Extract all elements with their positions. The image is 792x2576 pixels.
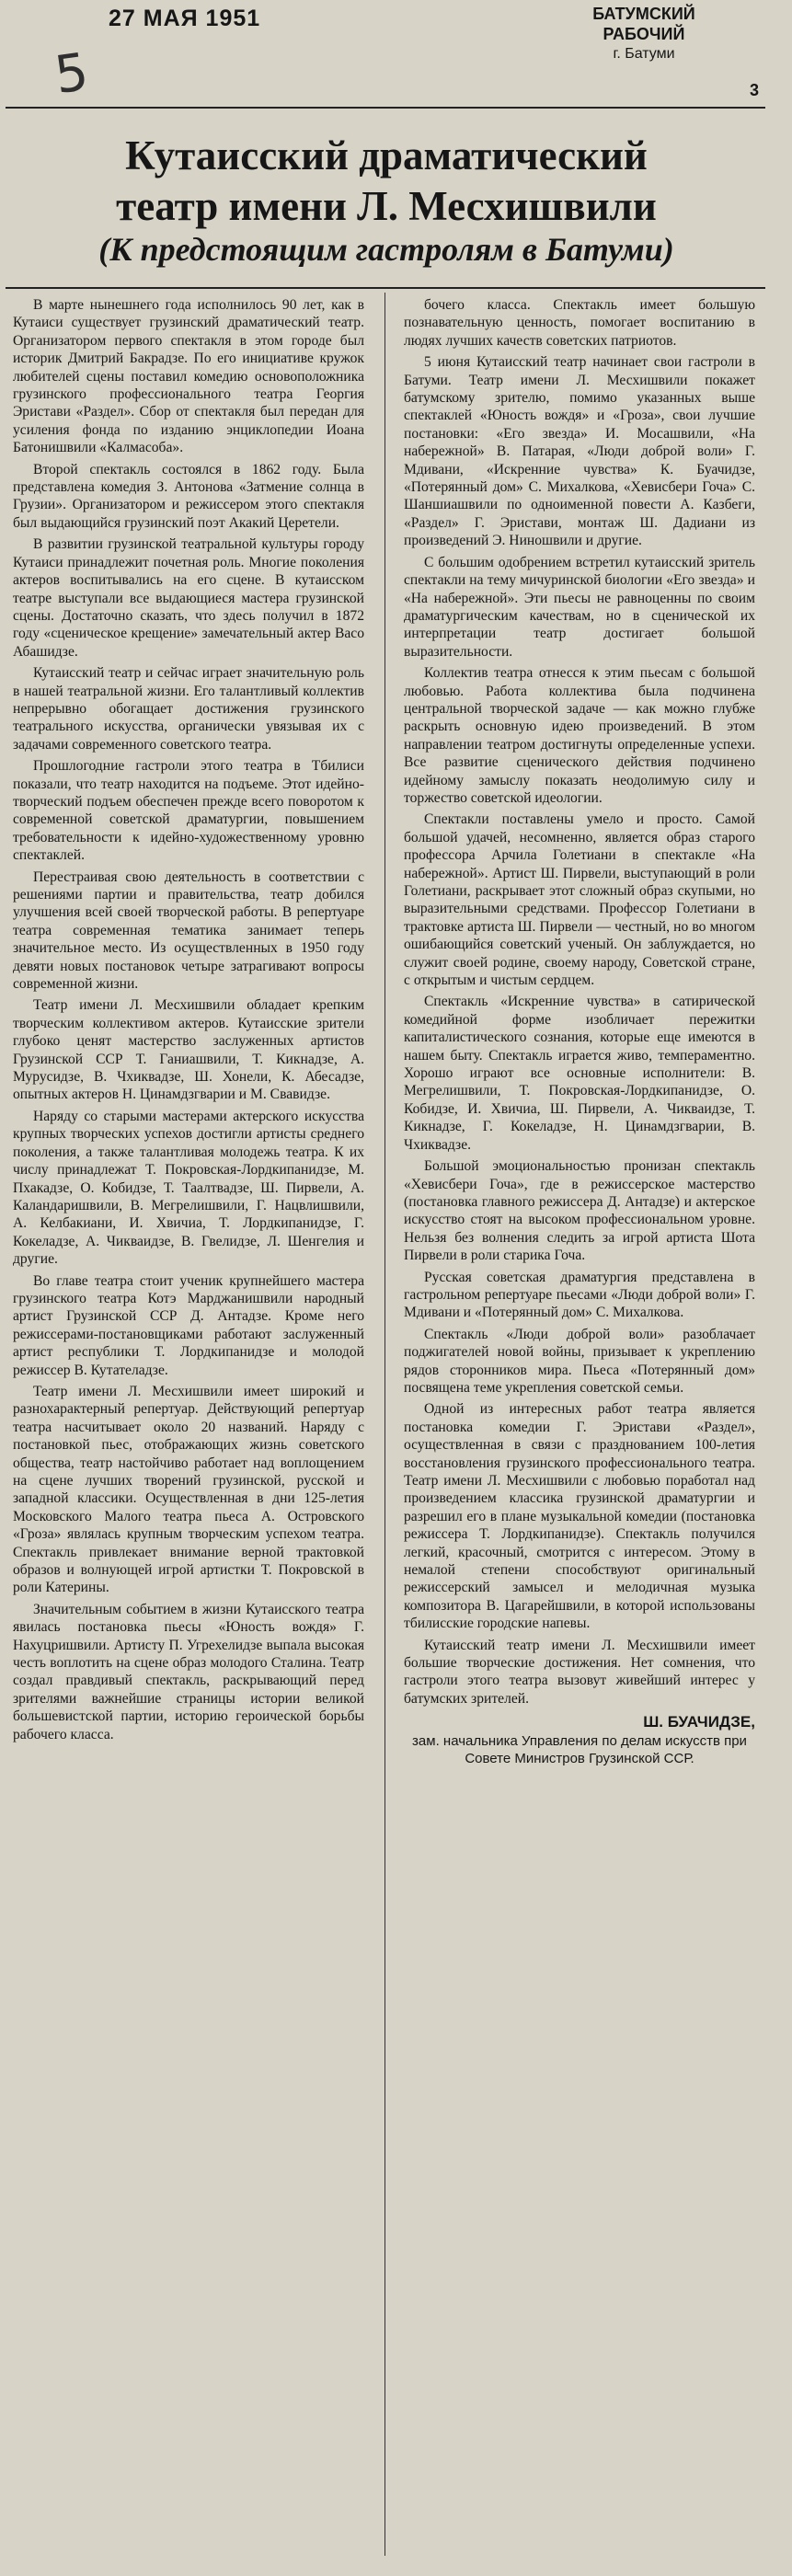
article-paragraph: Во главе театра стоит ученик крупнейшего мастера грузинского театра Котэ Марджанишвили народный артист Грузинской ССР Д. Антадзе. Кроме него режиссерами-постановщиками работают заслуженный артист республики Т. Лордкипанидзе и молодой режиссер В. Кутателадзе. [13, 1272, 364, 1378]
article-paragraph: Большой эмоциональностью пронизан спектакль «Хевисбери Гоча», где в режиссерское мастерство (постановка главного режиссера Д. Антадзе) и актерское искусство стоят на высоком профессиональном уровне. Нельзя без волнения следить за игрой артиста Шота Пирвели в роли старика Гоча. [404, 1158, 755, 1264]
article-left-column [13, 296, 364, 1747]
newspaper-name-stamp [552, 4, 736, 64]
article-paragraph: В развитии грузинской театральной культуры городу Кутаиси принадлежит почетная роль. Многие поколения актеров воспитывались на его сцене. В кутаисском театре выступали все выдающиеся мастера грузинской сцены. Достаточно сказать, что здесь получил в 1872 году «сценическое крещение» замечательный актер Васо Абашидзе. [13, 536, 364, 660]
article-paragraph: Одной из интересных работ театра является постановка комедии Г. Эристави «Раздел», осуществленная в связи с празднованием 100-летия восстановления грузинского профессионального театра. Театр имени Л. Месхишвили с любовью поработал над произведением классика грузинской драматургии и разрешил его в плане музыкальной комедии (постановка режиссера Т. Лордкипанидзе). Спектакль получился легкий, красочный, смотрится с интересом. Этому в немалой степени способствуют оригинальный режиссерский замысел и мелодичная музыка композитора В. Цагарейшвили, в которой использованы тбилисские городские напевы. [404, 1401, 755, 1632]
author-title: зам. начальника Управления по делам искусств при Совете Министров Грузинской ССР. [412, 1733, 747, 1767]
article-paragraph: 5 июня Кутаисский театр начинает свои гастроли в Батуми. Театр имени Л. Месхишвили покажет батумскому зрителю, помимо указанных выше спектаклей «Юность вождя» и «Гроза», свои лучшие постановки: «Его звезда» И. Мосашвили, «На набережной» В. Патарая, «Люди доброй воли» Г. Мдивани, «Искренние чувства» К. Буачидзе, «Потерянный дом» С. Михалкова, «Хевисбери Гоча» С. Шаншиашвили по одноименной повести А. Казбеги, «Раздел» Г. Эристави, монтаж Ш. Дадиани из произведений Э. Ниношвили и другие. [404, 354, 755, 549]
handwritten-mark: 5 [51, 41, 92, 107]
article-title [9, 131, 763, 232]
page-number: 3 [750, 81, 760, 99]
author-name: Ш. БУАЧИДЗЕ, [643, 1713, 755, 1731]
newspaper-name: БАТУМСКИЙ РАБОЧИЙ [592, 5, 695, 43]
article-paragraph: Прошлогодние гастроли этого театра в Тбилиси показали, что театр находится на подъеме. Этот идейно-творческий подъем обеспечен прежде всего поворотом к современной советской драматургии, повышением требовательности к идейно-художественному уровню спектаклей. [13, 758, 364, 864]
article-paragraph: С большим одобрением встретил кутаисский зритель спектакли на тему мичуринской биологии «Его звезда» и «На набережной». Эти пьесы не равноценны по своим драматургическим качествам, но в сценической их интерпретации театр достигает большой выразительности. [404, 554, 755, 660]
top-rule [6, 107, 765, 109]
article-paragraph: Русская советская драматургия представлена в гастрольном репертуаре пьесами «Люди доброй воли» Г. Мдивани и «Потерянный дом» С. Михалкова. [404, 1269, 755, 1321]
article-paragraph: бочего класса. Спектакль имеет большую познавательную ценность, помогает воспитанию в людях лучших качеств советских патриотов. [404, 297, 755, 349]
article-paragraph: Кутаисский театр имени Л. Месхишвили имеет большие творческие достижения. Нет сомнения, что гастроли этого театра вызовут живейший интерес у батумских зрителей. [404, 1637, 755, 1707]
article-paragraph: Театр имени Л. Месхишвили обладает крепким творческим коллективом актеров. Кутаисские зрители глубоко ценят мастерство заслуженных артистов Грузинской ССР Т. Ганиашвили, Т. Кикнадзе, А. Мурусидзе, В. Чхиквадзе, Ш. Хонели, К. Абесадзе, опытных актеров Н. Цинамдзгварии и М. Свавидзе. [13, 997, 364, 1103]
article-paragraph: Спектакль «Люди доброй воли» разоблачает поджигателей новой войны, призывает к укреплению рядов сторонников мира. Пьеса «Потерянный дом» посвящена теме укрепления советской семьи. [404, 1326, 755, 1396]
article-paragraph: В марте нынешнего года исполнилось 90 лет, как в Кутаиси существует грузинский драматический театр. Организатором первого спектакля в этом городе был историк Дмитрий Бакрадзе. По его инициативе кружок любителей сцены поставил комедию основоположника грузинского профессионального театра Георгия Эристави «Раздел». Сбор от спектакля был передан для усиления фонда по изданию энциклопедии Иоана Батонишвили «Калмасоба». [13, 297, 364, 456]
article-right-column [404, 296, 755, 1767]
article-paragraph: Второй спектакль состоялся в 1862 году. Была представлена комедия З. Антонова «Затмение солнца в Грузии». Организатором и режиссером этого спектакля был выдающийся грузинский поэт Акакий Церетели. [13, 461, 364, 531]
title-rule [6, 287, 765, 289]
article-paragraph: Коллектив театра отнесся к этим пьесам с большой любовью. Работа коллектива была подчинена центральной творческой задаче — как можно глубже раскрыть основную идею произведений. В этом направлении театром достигнуты определенные успехи. Все развитие сценического действия подчинено идейному замыслу показать неодолимую силу и торжество советской идеологии. [404, 665, 755, 806]
article-title-line-2: театр имени Л. Месхишвили [116, 183, 657, 229]
newspaper-city: г. Батуми [613, 46, 675, 62]
article-paragraph: Перестраивая свою деятельность в соответствии с решениями партии и правительства, театр добился улучшения всей своей творческой работы. В репертуаре театра современная тематика занимает теперь значительное место. Из осуществленных в 1950 году девяти новых постановок четыре затрагивают вопросы современной жизни. [13, 868, 364, 993]
article-subtitle: (К предстоящим гастролям в Батуми) [98, 231, 674, 268]
article-paragraph: Спектакль «Искренние чувства» в сатирической комедийной форме изобличает пережитки капиталистического сознания, которые еще имеются в нашем быту. Спектакль играется живо, темпераментно. Хорошо играют все основные исполнители: В. Мегрелишвили, Т. Покровская-Лордкипанидзе, О. Кобидзе, И. Хвичиа, Ш. Пирвели, А. Чикваидзе, Т. Кикнадзе, Г. Кокеладзе, Н. Цинамдзгварии, В. Чхиквадзе. [404, 994, 755, 1153]
article-paragraph: Спектакли поставлены умело и просто. Самой большой удачей, несомненно, является образ старого профессора Арчила Голетиани в спектакле «На набережной». Артист Ш. Пирвели, выступающий в роли Голетиани, раскрывает этот сложный образ скупыми, но выразительными средствами. Профессор Голетиани в трактовке артиста Ш. Пирвели — честный, но во многом ошибающийся советский ученый. Он заблуждается, но служит своей родине, своему народу, Советской стране, с открытым и чистым сердцем. [404, 811, 755, 989]
date-stamp: 27 МАЯ 1951 [109, 6, 261, 31]
article-paragraph: Наряду со старыми мастерами актерского искусства крупных творческих успехов достигли артисты среднего поколения, а также талантливая молодежь театра. К их числу принадлежат Т. Покровская-Лордкипанидзе, М. Пхакадзе, О. Кобидзе, Т. Таалтвадзе, Ш. Пирвели, А. Каландаришвили, В. Мегрелишвили, Г. Нацвлишвили, А. Келбакиани, И. Хвичиа, Т. Лордкипанидзе, Г. Кокеладзе, А. Чикваидзе, В. Гвелидзе, Л. Шенгелия и другие. [13, 1108, 364, 1268]
article-signature [404, 1713, 755, 1767]
article-paragraph: Кутаисский театр и сейчас играет значительную роль в нашей театральной жизни. Его талантливый коллектив непрерывно обогащает достижения грузинского театрального искусства, органически увязывая их с задачами современного советского театра. [13, 665, 364, 753]
article-title-line-1: Кутаисский драматический [125, 132, 648, 178]
article-paragraph: Театр имени Л. Месхишвили имеет широкий и разнохарактерный репертуар. Действующий репертуар театра насчитывает около 20 названий. Наряду с постановкой пьес, отображающих жизнь советского общества, театр настойчиво работает над воплощением на сцене лучших творений грузинской, русской и западной классики. Осуществленная в дни 125-летия Московского Малого театра пьеса А. Островского «Гроза» являлась крупным творческим успехом театра. Спектакль привлекает внимание верной трактовкой образов и волнующей игрой артистки Т. Покровской в роли Катерины. [13, 1383, 364, 1596]
right-column-paragraphs [404, 296, 755, 1708]
article-paragraph: Значительным событием в жизни Кутаисского театра явилась постановка пьесы «Юность вождя» Г. Нахуцришвили. Артисту П. Угрехелидзе выпала высокая честь воплотить на сцене образ молодого Сталина. Театр создал правдивый спектакль, раскрывающий перед зрителями важнейшие страницы истории великой большевистской партии, историю героической борьбы рабочего класса. [13, 1601, 364, 1742]
